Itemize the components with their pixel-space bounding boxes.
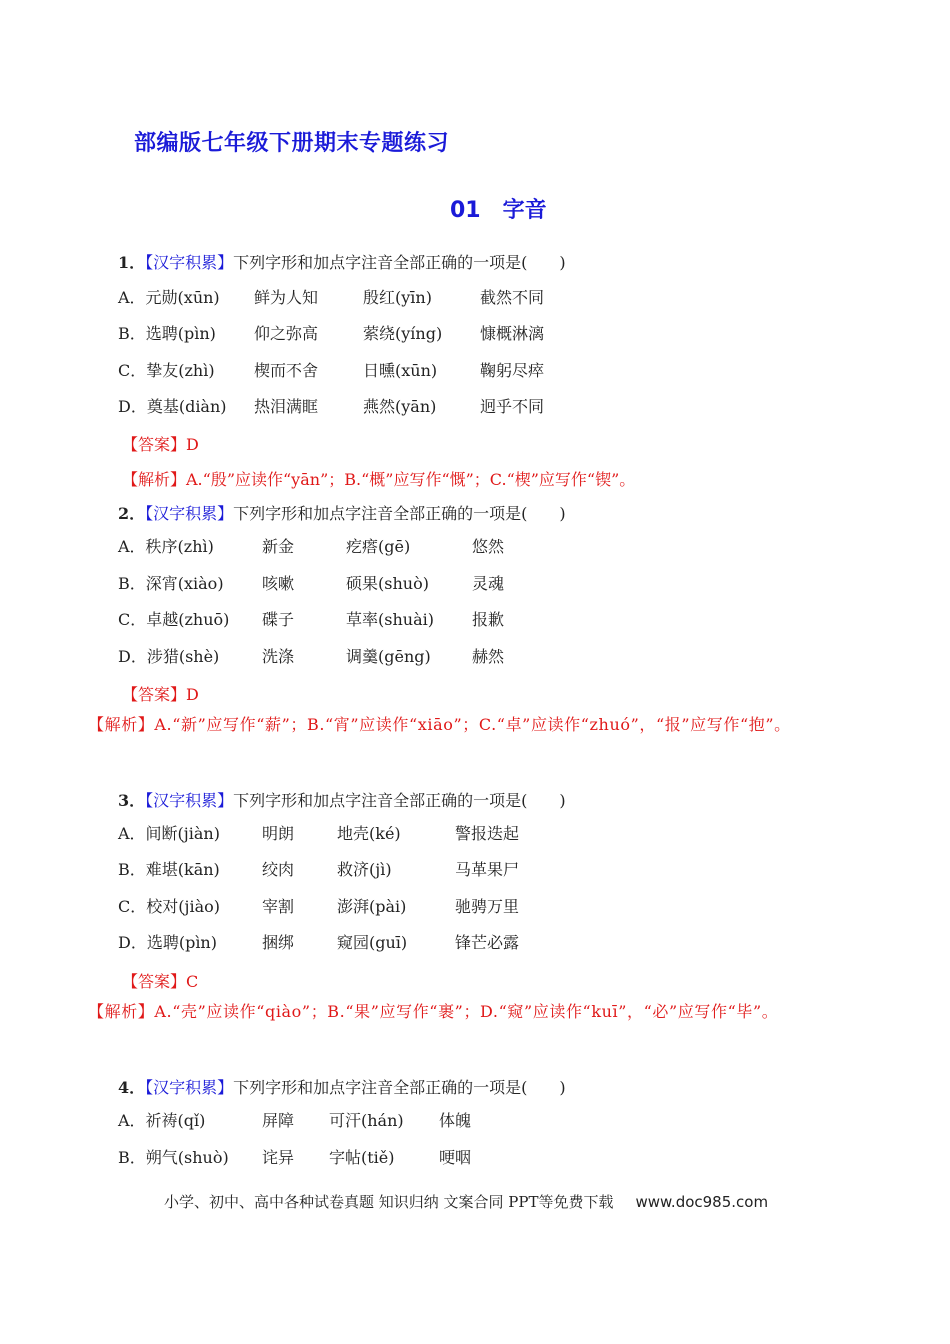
option-cell: 碟子 [262,610,295,629]
option-cell: 捆绑 [262,933,295,952]
option-cell: C．卓越(zhuō) [118,610,230,629]
option-cell: B．深宵(xiào) [118,574,224,593]
option-cell: 字帖(tiě) [329,1148,395,1167]
question-text: 下列字形和加点字注音全部正确的一项是( ) [233,1078,566,1097]
option-cell: A．祈祷(qǐ) [118,1111,206,1130]
option-cell: 屏障 [262,1111,295,1130]
document-title: 部编版七年级下册期末专题练习 [134,131,450,156]
option-cell: A．间断(jiàn) [118,824,220,843]
question-text: 下列字形和加点字注音全部正确的一项是( ) [233,504,566,523]
option-cell: C．校对(jiào) [118,897,220,916]
footer [164,1191,768,1212]
option-cell: 疙瘩(gē) [346,537,411,556]
option-cell: B．难堪(kān) [118,860,220,879]
option-cell: 驰骋万里 [455,897,520,916]
question-number: 1． [118,253,146,272]
option-cell: 诧异 [262,1148,295,1167]
answer: 【答案】D [122,685,199,704]
explanation: 【解析】A.“壳”应读作“qiào”；B.“果”应写作“裹”；D.“窥”应读作“kuī”，“必”应写作“毕”。 [88,1002,779,1021]
option-cell: B．朔气(shuò) [118,1148,229,1167]
question-number: 2． [118,504,146,523]
option-cell: A．元勋(xūn) [118,288,220,307]
option-cell: 窥园(guī) [337,933,408,952]
explanation: 【解析】A.“新”应写作“薪”；B.“宵”应读作“xiāo”；C.“卓”应读作“zhuó”，“报”应写作“抱”。 [88,715,791,734]
question-tag: 【汉字积累】 [145,253,234,272]
option-cell: 仰之弥高 [254,324,319,343]
option-cell: 哽咽 [439,1148,472,1167]
question-text: 下列字形和加点字注音全部正确的一项是( ) [233,253,566,272]
option-cell: C．挚友(zhì) [118,361,215,380]
option-cell: 迥乎不同 [480,397,545,416]
option-cell: 鞠躬尽瘁 [480,361,545,380]
option-cell: 咳嗽 [262,574,295,593]
question-3-stem [118,788,566,811]
answer: 【答案】D [122,435,199,454]
option-cell: B．选聘(pìn) [118,324,216,343]
option-cell: 截然不同 [480,288,545,307]
option-cell: 地壳(ké) [337,824,401,843]
section-name: 字音 [502,198,547,223]
option-cell: 热泪满眶 [254,397,319,416]
option-cell: A．秩序(zhì) [118,537,214,556]
question-text: 下列字形和加点字注音全部正确的一项是( ) [233,791,566,810]
section-title [450,193,547,224]
option-cell: 鲜为人知 [254,288,319,307]
option-cell: 悠然 [472,537,505,556]
option-cell: 宰割 [262,897,295,916]
option-cell: 草率(shuài) [346,610,434,629]
footer-text: 小学、初中、高中各种试卷真题 知识归纳 文案合同 PPT等免费下载 [164,1193,614,1211]
option-cell: 楔而不舍 [254,361,319,380]
option-cell: 洗涤 [262,647,295,666]
option-cell: 慷概淋漓 [480,324,545,343]
option-cell: 警报迭起 [455,824,520,843]
question-4-stem [118,1075,566,1098]
question-tag: 【汉字积累】 [145,1078,234,1097]
option-cell: 可汗(hán) [329,1111,404,1130]
question-tag: 【汉字积累】 [145,504,234,523]
explanation: 【解析】A.“殷”应读作“yān”；B.“概”应写作“慨”；C.“楔”应写作“锲”。 [122,470,636,489]
option-cell: 绞肉 [262,860,295,879]
option-cell: D．选聘(pìn) [118,933,217,952]
option-cell: 报歉 [472,610,505,629]
option-cell: 灵魂 [472,574,505,593]
option-cell: 体魄 [439,1111,472,1130]
option-cell: 调羹(gēng) [346,647,431,666]
option-cell: 硕果(shuò) [346,574,429,593]
answer: 【答案】C [122,972,199,991]
option-cell: 赫然 [472,647,505,666]
question-number: 3． [118,791,146,810]
option-cell: D．奠基(diàn) [118,397,227,416]
question-number: 4． [118,1078,146,1097]
option-cell: 澎湃(pài) [337,897,407,916]
footer-link[interactable]: www.doc985.com [635,1193,769,1211]
option-cell: 马革果尸 [455,860,520,879]
question-1-stem [118,250,566,273]
option-cell: 锋芒必露 [455,933,520,952]
option-cell: 日曛(xūn) [363,361,438,380]
section-number: 01 [450,198,481,223]
option-cell: 明朗 [262,824,295,843]
question-2-stem [118,501,566,524]
question-tag: 【汉字积累】 [145,791,234,810]
option-cell: 殷红(yīn) [363,288,432,307]
option-cell: 燕然(yān) [363,397,437,416]
option-cell: 萦绕(yíng) [363,324,443,343]
option-cell: 新金 [262,537,295,556]
option-cell: 救济(jì) [337,860,392,879]
option-cell: D．涉猎(shè) [118,647,220,666]
